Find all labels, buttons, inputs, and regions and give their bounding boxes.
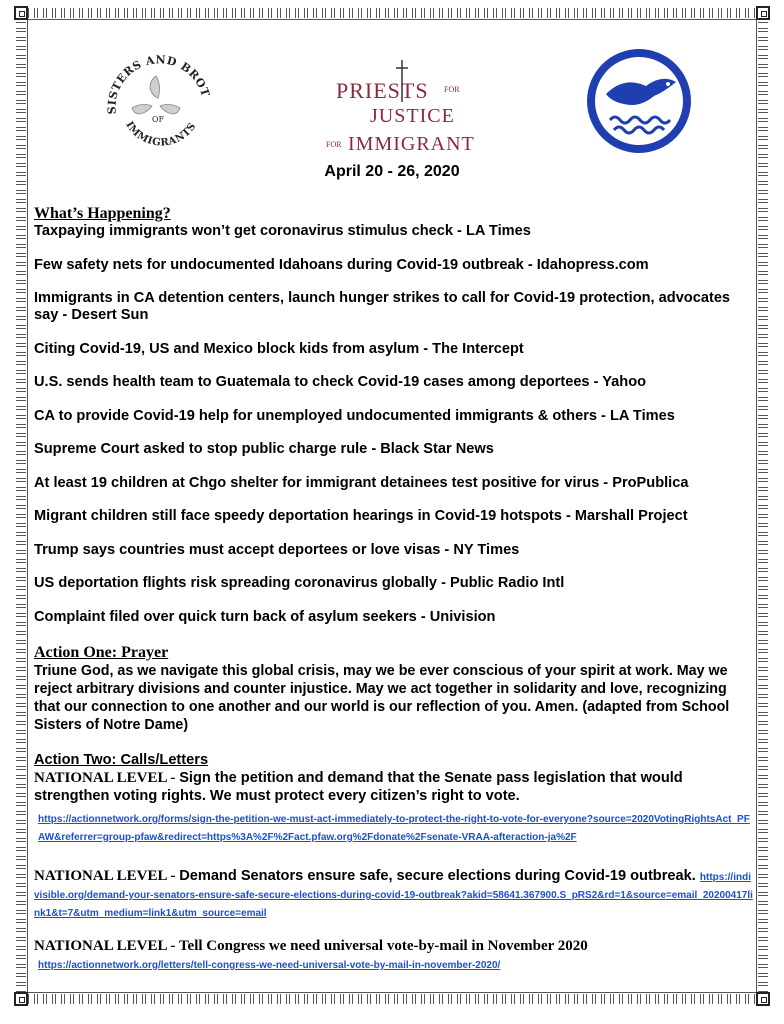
news-item: Taxpaying immigrants won’t get coronavirus stimulus check - LA Times xyxy=(34,223,531,239)
news-item: US deportation flights risk spreading coronavirus globally - Public Radio Intl xyxy=(34,575,565,591)
action-two-heading: Action Two: Calls/Letters xyxy=(34,751,209,768)
indivisible-link[interactable]: https://indivisible.org/demand-your-senators-ensure-safe-secure-elections-during-covid-19-outbreak?akid=58641.367900.S_pRS2&rd=1&source=email_20200417link1&t=7&utm_medium=link1&utm_source=email xyxy=(34,871,753,919)
news-item: U.S. sends health team to Guatemala to check Covid-19 cases among deportees - Yahoo xyxy=(34,374,647,390)
logo-left-line1: SISTERS AND BROT xyxy=(105,53,213,115)
sisters-brothers-logo xyxy=(98,46,218,156)
petition-link[interactable]: https://actionnetwork.org/forms/sign-the-petition-we-must-act-immediately-to-protect-the-right-to-vote-for-everyone?source=2020VotingRightsAct_PFAW&referrer=group-pfaw&redirect=https%3A%2F%2Fact.pfaw.org%2Fdonate%2Fsenate-VRAA-afteraction-ja%2F xyxy=(38,813,750,843)
logo-for-2: FOR xyxy=(326,140,342,149)
news-item: Migrant children still face speedy deportation hearings in Covid-19 hotspots - Marshall Project xyxy=(34,508,688,524)
news-item: Immigrants in CA detention centers, launch hunger strikes to call for Covid-19 protection, advocates say - Desert Sun xyxy=(34,290,731,323)
action-one-heading: Action One: Prayer xyxy=(34,643,169,661)
logo-justice: JUSTICE xyxy=(370,105,455,127)
news-item: Citing Covid-19, US and Mexico block kids from asylum - The Intercept xyxy=(34,340,524,357)
frame-corner xyxy=(14,992,28,1006)
news-list xyxy=(34,223,754,626)
action-item-vote-by-mail xyxy=(34,937,754,973)
action-item-safe-elections xyxy=(34,867,754,921)
news-item: Trump says countries must accept deportees or love visas - NY Times xyxy=(34,541,520,558)
newsletter-body xyxy=(34,205,754,973)
action-text: Demand Senators ensure safe, secure elections during Covid-19 outbreak. xyxy=(179,867,696,884)
action-level-label: NATIONAL LEVEL - xyxy=(34,769,180,786)
frame-top-border xyxy=(16,8,768,18)
prayer-text: Triune God, as we navigate this global crisis, may we be ever conscious of your spirit at work. May we reject arbitrary divisions and counter injustice. May we act together in solidarity and love, recognizing that our connection to one another and our world is our reflection of you. Amen. (adapted from School Sisters of Notre Dame) xyxy=(34,662,730,733)
vote-by-mail-link[interactable]: https://actionnetwork.org/letters/tell-congress-we-need-universal-vote-by-mail-in-november-2020/ xyxy=(38,959,501,971)
news-item: Supreme Court asked to stop public charge rule - Black Star News xyxy=(34,441,494,457)
date-range: April 20 - 26, 2020 xyxy=(324,163,460,180)
action-text: Tell Congress we need universal vote-by-mail in November 2020 xyxy=(178,937,588,954)
logo-left-line2: OF xyxy=(152,115,165,124)
frame-left-border xyxy=(16,8,26,1004)
frame-corner xyxy=(756,992,770,1006)
action-level-label: NATIONAL LEVEL - xyxy=(34,937,179,954)
action-level-label: NATIONAL LEVEL - xyxy=(34,867,180,884)
whats-happening-heading: What’s Happening? xyxy=(34,205,171,222)
frame-right-border xyxy=(758,8,768,1004)
dove-emblem-logo xyxy=(584,46,694,156)
news-item: At least 19 children at Chgo shelter for immigrant detainees test positive for virus - ProPublica xyxy=(34,474,689,491)
hands-icon xyxy=(132,76,180,114)
logo-immigrants: IMMIGRANTS xyxy=(348,133,476,155)
news-item: CA to provide Covid-19 help for unemployed undocumented immigrants & others - LA Times xyxy=(34,407,675,424)
frame-corner xyxy=(756,6,770,20)
logo-for-1: FOR xyxy=(444,85,460,94)
priests-for-justice-logo xyxy=(326,58,476,158)
action-text: Sign the petition and demand that the Senate pass legislation that would strengthen voting rights. We must protect every citizen’s right to vote. xyxy=(34,769,683,804)
news-item: Few safety nets for undocumented Idahoans during Covid-19 outbreak - Idahopress.com xyxy=(34,256,649,273)
svg-text:IMMIGRANTS xyxy=(123,120,198,149)
logo-left-line3: IMMIGRANTS xyxy=(123,119,199,149)
action-item-voting-rights xyxy=(34,769,754,845)
frame-bottom-border xyxy=(16,994,768,1004)
frame-corner xyxy=(14,6,28,20)
logo-priests: PRIESTS xyxy=(336,78,429,103)
news-item: Complaint filed over quick turn back of asylum seekers - Univision xyxy=(34,608,496,625)
